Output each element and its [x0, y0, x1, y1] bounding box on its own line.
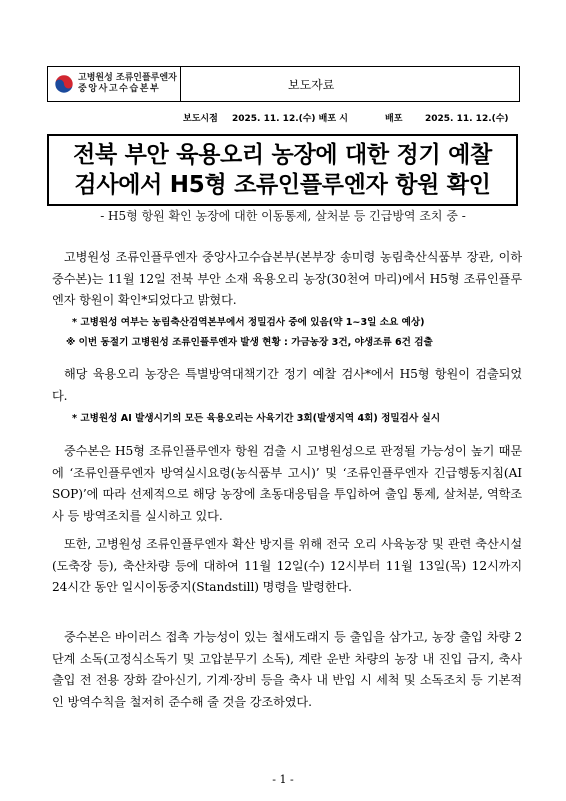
release-time-label: 보도시점: [183, 114, 218, 124]
headline-line-2: 검사에서 H5형 조류인플루엔자 항원 확인: [74, 172, 491, 198]
paragraph-5: 중수본은 바이러스 접촉 가능성이 있는 철새도래지 등 출입을 삼가고, 농장 출입 차량 2단계 소독(고정식소독기 및 고압분무기 소독), 계란 운반 차량의 농장 내 진입 금지, 축사 출입 전 전용 장화 갈아신기, 기계·장비 등을 축사 내 반입 시 세척 및 소독조치 등 기본적인 방역수칙을 철저히 준수해 줄 것을 강조하였다.: [52, 630, 522, 709]
distribution-label: 배포: [385, 114, 403, 124]
page-number: - 1 -: [272, 773, 294, 786]
press-header: [47, 66, 520, 102]
press-release-label: 보도자료: [288, 77, 335, 92]
headline-box: [47, 134, 518, 206]
footnote-1: * 고병원성 여부는 농림축산검역본부에서 정밀검사 중에 있음(약 1~3일 소요 예상): [72, 317, 425, 328]
paragraph-1: 고병원성 조류인플루엔자 중앙사고수습본부(본부장 송미령 농림축산식품부 장관, 이하 중수본)는 11월 12일 전북 부안 소재 육용오리 농장(30천여 마리)에서 H5형 조류인플루엔자 항원이 확인*되었다고 밝혔다.: [52, 250, 522, 307]
org-name-top: 고병원성 조류인플루엔자: [78, 73, 177, 83]
subtitle: - H5형 항원 확인 농장에 대한 이동통제, 살처분 등 긴급방역 조치 중 -: [100, 209, 466, 223]
headline-line-1: 전북 부안 육용오리 농장에 대한 정기 예찰: [73, 142, 492, 168]
paragraph-4: 또한, 고병원성 조류인플루엔자 확산 방지를 위해 전국 오리 사육농장 및 관련 축산시설(도축장 등), 축산차량 등에 대하여 11월 12일(수) 12시부터 11월 13일(목) 12시까지 24시간 동안 일시이동중지(Standstill) 명령을 발령한다.: [52, 537, 522, 594]
org-name-bottom: 중앙사고수습본부: [78, 84, 161, 94]
release-time-value: 2025. 11. 12.(수) 배포 시: [232, 114, 348, 124]
distribution-value: 2025. 11. 12.(수): [425, 114, 509, 124]
org-logo-block: [48, 67, 181, 101]
footnote-3: * 고병원성 AI 발생시기의 모든 육용오리는 사육기간 3회(발생지역 4회) 정밀검사 실시: [72, 413, 441, 424]
paragraph-3: 중수본은 H5형 조류인플루엔자 항원 검출 시 고병원성으로 판정될 가능성이 높기 때문에 ‘조류인플루엔자 방역실시요령(농식품부 고시)’ 및 ‘조류인플루엔자 긴급행동지침(AI SOP)’에 따라 선제적으로 해당 농장에 초동대응팀을 투입하여 출입 통제, 살처분, 역학조사 등 방역조치를 실시하고 있다.: [52, 444, 522, 523]
paragraph-2: 해당 육용오리 농장은 특별방역대책기간 정기 예찰 검사*에서 H5형 항원이 검출되었다.: [52, 367, 522, 403]
footnote-2: ※ 이번 동절기 고병원성 조류인플루엔자 발생 현황 : 가금농장 3건, 야생조류 6건 검출: [66, 337, 433, 348]
taegeuk-emblem-icon: [54, 74, 74, 94]
